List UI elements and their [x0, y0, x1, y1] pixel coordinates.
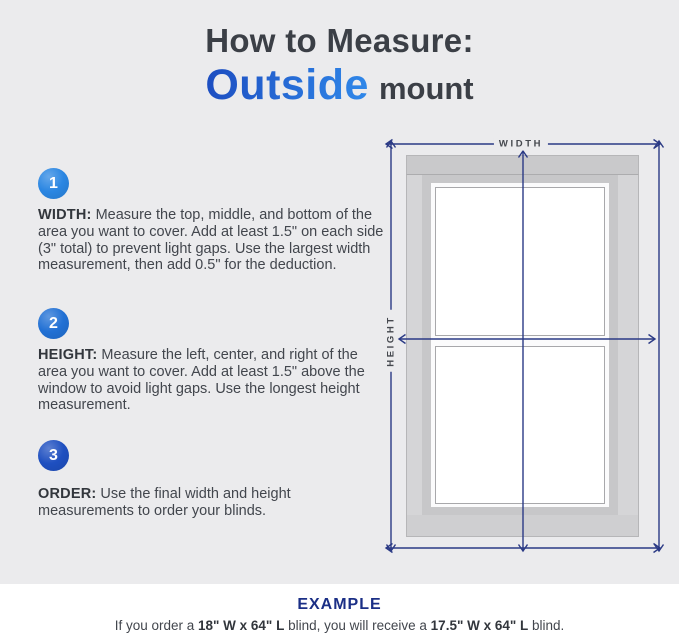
title-line-1: How to Measure: [205, 22, 474, 59]
example-prefix: If you order a [114, 618, 198, 633]
example-heading: EXAMPLE [297, 596, 382, 613]
step-1 [38, 168, 390, 274]
title-highlight: Outside [205, 60, 369, 109]
window-pane-bottom [435, 346, 605, 504]
example-section [0, 584, 679, 644]
step-2-text [38, 347, 390, 414]
window-pane-top [435, 187, 605, 336]
example-middle: blind, you will receive a [284, 618, 431, 633]
page-title [0, 24, 679, 108]
step-3-body: Use the final width and height measurements to order your blinds. [38, 486, 291, 519]
step-3-text [38, 486, 390, 520]
example-suffix: blind. [528, 618, 565, 633]
step-1-number-badge: 1 [38, 168, 69, 199]
width-label: WIDTH [494, 138, 548, 151]
step-3 [38, 440, 390, 520]
title-line-2 [0, 60, 679, 109]
example-text [0, 618, 679, 633]
step-3-number-badge: 3 [38, 440, 69, 471]
window-sill [407, 515, 638, 536]
step-1-body: Measure the top, middle, and bottom of the area you want to cover. Add at least 1.5" on each side (3" total) to prevent light gaps. Use the largest width measurement, then add 0.5" for the deduction. [38, 207, 384, 274]
step-2-label: HEIGHT: [38, 347, 98, 363]
title-suffix: mount [378, 70, 474, 106]
window-top-band [406, 155, 639, 175]
example-ordered-size: 18" W x 64" L [198, 618, 285, 633]
height-label: HEIGHT [385, 310, 398, 372]
step-2-number-badge: 2 [38, 308, 69, 339]
step-2-body: Measure the left, center, and right of the area you want to cover. Add at least 1.5" above the window to avoid light gaps. Use the longest height measurement. [38, 347, 365, 414]
step-1-label: WIDTH: [38, 207, 92, 223]
step-1-text [38, 207, 390, 274]
step-2 [38, 308, 390, 414]
step-3-label: ORDER: [38, 486, 97, 502]
example-received-size: 17.5" W x 64" L [430, 618, 529, 633]
